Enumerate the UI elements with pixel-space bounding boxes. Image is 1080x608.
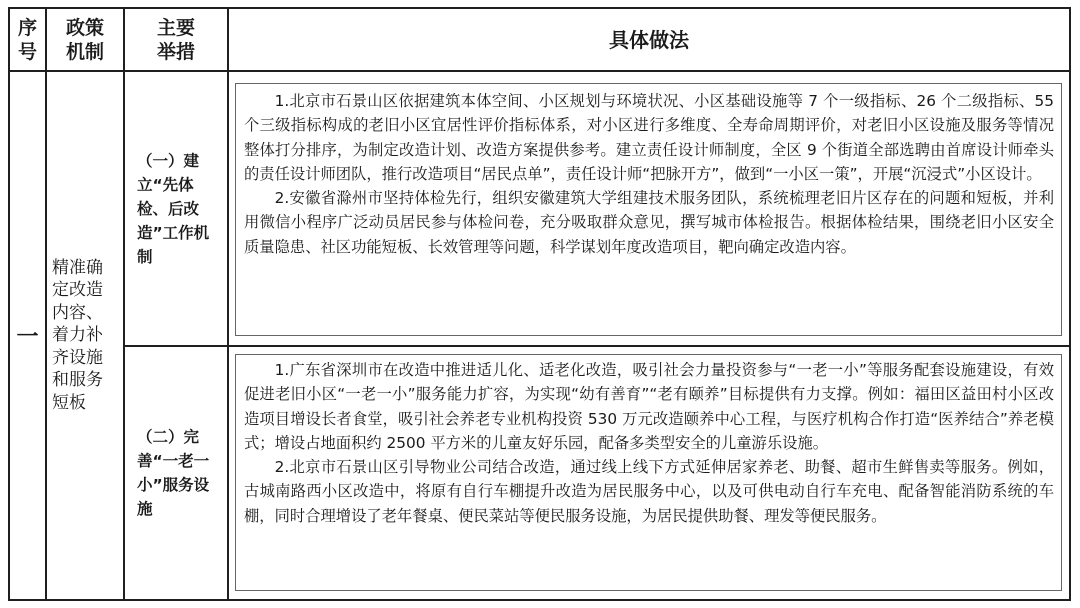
row-seq-value: 一 xyxy=(16,325,39,350)
row-category-text: 精准确定改造内容、着力补齐设施和服务短板 xyxy=(52,257,103,413)
col-divider-3 xyxy=(227,7,229,601)
practice-1 xyxy=(244,89,1054,334)
header-measure xyxy=(125,9,227,70)
header-seq xyxy=(10,9,45,70)
practice-1-paragraph-1: 1.北京市石景山区依据建筑本体空间、小区规划与环境状况、小区基础设施等 7 个一级指标、26 个二级指标、55 个三级指标构成的老旧小区宜居性评价指标体系，对小区进行多维度、全寿命周期评价，对老旧小区设施及服务等情况整体打分排序，为制定改造计划、改造方案提供参考。建立责任设计师制度，全区 9 个街道全部选聘由首席设计师牵头的责任设计师团队，推行改造项目“居民点单”，责任设计师“把脉开方”，做到“一小区一策”，开展“沉浸式”小区设计。 xyxy=(244,92,1054,183)
row-seq xyxy=(10,72,45,599)
measure-1-title xyxy=(125,72,227,345)
header-policy-label: 政策机制 xyxy=(65,16,104,63)
measure-1-title-text: （一）建立“先体检、后改造”工作机制 xyxy=(137,151,210,266)
practice-2 xyxy=(244,358,1054,588)
header-practice xyxy=(229,9,1069,70)
header-practice-label: 具体做法 xyxy=(609,27,689,52)
header-seq-label: 序号 xyxy=(17,16,37,63)
row-category xyxy=(47,72,123,599)
practice-2-paragraph-1: 1.广东省深圳市在改造中推进适儿化、适老化改造，吸引社会力量投资参与“一老一小”等服务配套设施建设，有效促进老旧小区“一老一小”服务能力扩容，为实现“幼有善育”“老有颐养”目标提供有力支撑。例如：福田区益田村小区改造项目增设长者食堂，吸引社会养老专业机构投资 530 万元改造颐养中心工程，与医疗机构合作打造“医养结合”养老模式；增设占地面积约 2500 平方米的儿童友好乐园，配备多类型安全的儿童游乐设施。 xyxy=(244,361,1054,452)
table-right-border xyxy=(1069,7,1071,601)
practice-2-paragraph-2: 2.北京市石景山区引导物业公司结合改造，通过线上线下方式延伸居家养老、助餐、超市生鲜售卖等服务。例如，古城南路西小区改造中，将原有自行车棚提升改造为居民服务中心，以及可供电动自行车充电、配备智能消防系统的车棚，同时合理增设了老年餐桌、便民菜站等便民服务设施，为居民提供助餐、理发等便民服务。 xyxy=(244,458,1054,525)
policy-table xyxy=(8,7,1071,601)
measure-2-title-text: （二）完善“一老一小”服务设施 xyxy=(137,428,210,518)
header-measure-label: 主要举措 xyxy=(156,16,195,63)
row-divider xyxy=(123,345,1071,347)
practice-1-paragraph-2: 2.安徽省滁州市坚持体检先行，组织安徽建筑大学组建技术服务团队，系统梳理老旧片区存在的问题和短板，并利用微信小程序广泛动员居民参与体检问卷，充分吸取群众意见，撰写城市体检报告。根据体检结果，围绕老旧小区安全质量隐患、社区功能短板、长效管理等问题，科学谋划年度改造项目，靶向确定改造内容。 xyxy=(244,189,1054,256)
measure-2-title xyxy=(125,347,227,599)
table-bottom-border xyxy=(8,599,1071,601)
header-policy xyxy=(47,9,123,70)
